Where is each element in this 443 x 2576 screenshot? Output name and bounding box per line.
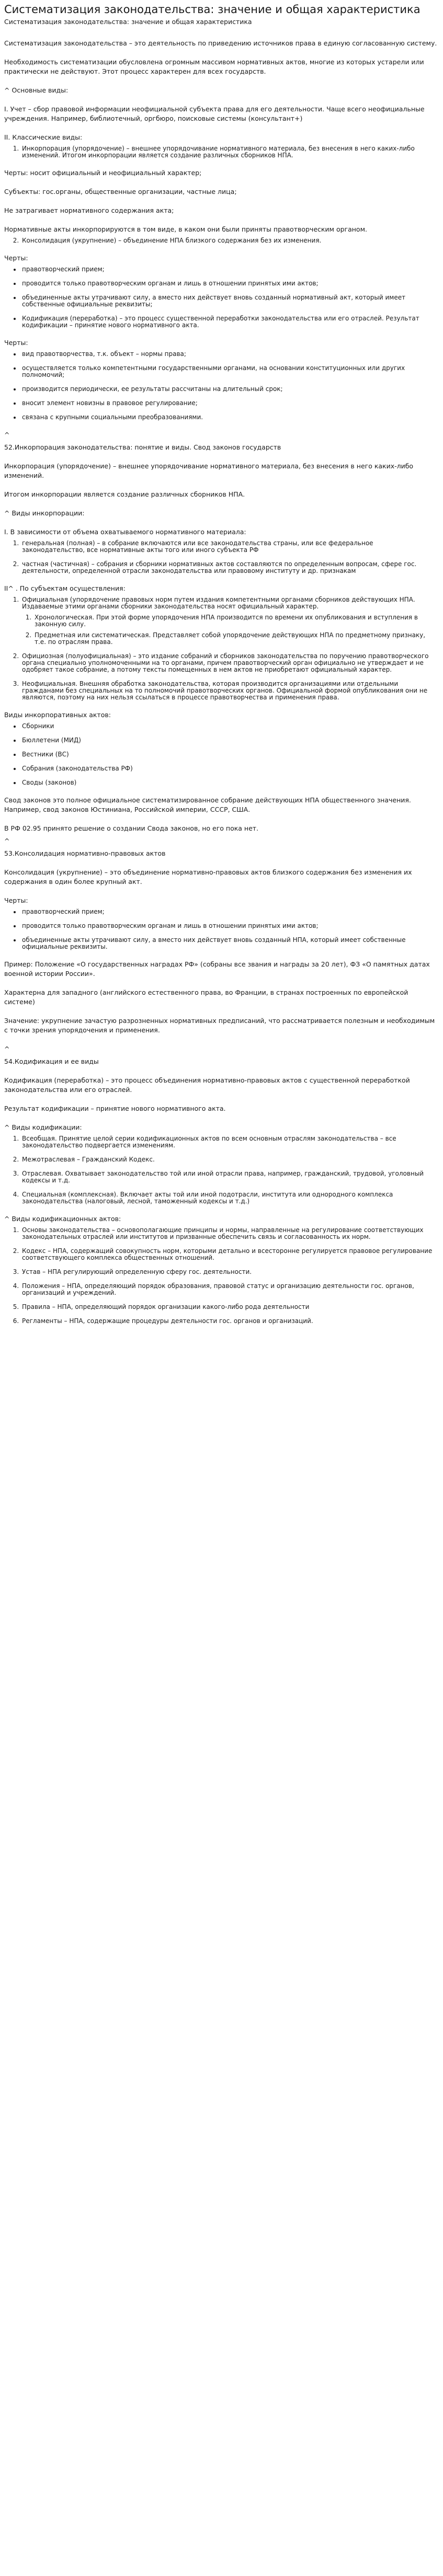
caret-marker: ^	[4, 1045, 10, 1053]
list-item: • правотворческий прием;	[21, 266, 438, 273]
official-sublist	[22, 614, 438, 646]
kind-classic: II. Классические виды:	[4, 133, 83, 141]
cons-traits-list	[4, 266, 438, 329]
section-54-heading: 54.Кодификация и ее виды	[4, 1057, 99, 1065]
list-item: • Сборники	[21, 723, 438, 730]
types-heading: Виды инкорпоративных актов:	[4, 711, 111, 719]
list-item: • Собрания (законодательства РФ)	[21, 765, 438, 772]
section-53-traits-list	[4, 908, 438, 950]
types-list	[4, 723, 438, 786]
list-item: • связана с крупными социальными преобразованиями.	[21, 414, 438, 421]
classic-list-1	[4, 145, 438, 159]
section-54-definition: Кодификация (переработка) – это процесс объединения нормативно-правовых актов с существенной переработкой законодательства или его отраслей.	[4, 1076, 410, 1094]
section-53-meaning: Значение: укрупнение зачастую разрозненных нормативных предписаний, что рассматривается полезным и необходимым с точки зрения упорядочения и применения.	[4, 1017, 435, 1034]
list-item: • производится периодически, ее результаты рассчитаны на длительный срок;	[21, 386, 438, 393]
list-item: • осуществляется только компетентными государственными органами, на основании конституционных или других полномочий;	[21, 365, 438, 378]
list-item: • Кодификация (переработка) – это процесс существенной переработки законодательства или его отраслей. Результат кодификации – принятие нового нормативного акта.	[21, 315, 438, 329]
list-item: 5. Правила – НПА, определяющий порядок организации какого-либо рода деятельности	[21, 1304, 438, 1310]
kind-accounting: I. Учет – сбор правовой информации неофициальной субъекта права для его деятельности. Чаще всего неофициальные учреждения. Например, библиотечный, оргбюро, поисковые системы (консультант+)	[4, 105, 425, 122]
list-item: 3. Неофициальная. Внешняя обработка законодательства, которая производится организациями или отдельными гражданами без специальных на то полномочий правотворческих органов. Официальной формой опубликования они не являются, поэтому на них нельзя ссылаться в процессе правотворчества и применения права.	[21, 681, 438, 701]
list-item: 2. Кодекс – НПА, содержащий совокупность норм, которыми детально и всесторонне регулируется правовое регулирование соответствующего комплекса общественных отношений.	[21, 1248, 438, 1261]
list-item: • Вестники (ВС)	[21, 751, 438, 758]
list-item: 6. Регламенты – НПА, содержащие процедуры деятельности гос. органов и организаций.	[21, 1318, 438, 1325]
caret-marker: ^	[4, 431, 10, 439]
section-54-kinds: ^ Виды кодификации:	[4, 1123, 82, 1131]
section-53-definition: Консолидация (укрупнение) – это объединение нормативно-правовых актов близкого содержания без изменения их содержания в один более крупный акт.	[4, 868, 412, 886]
list-item: 1. генеральная (полная) – в собрание включаются или все законодательства страны, или все федеральное законодательство, все нормативные акты того или иного субъекта РФ	[21, 540, 438, 554]
list-item: • объединенные акты утрачивают силу, а вместо них действует вновь созданный нормативный акт, который имеет собственные официальные реквизиты;	[21, 294, 438, 308]
inc-all: Нормативные акты инкорпорируются в том виде, в каком они были приняты правотворческим органом.	[4, 225, 367, 233]
list-item: 1. Инкорпорация (упорядочение) – внешнее упорядочивание нормативного материала, без внесения в него каких-либо изменений. Итогом инкорпорации является создание различных сборников НПА.	[21, 145, 438, 159]
section-52-kinds: ^ Виды инкорпорации:	[4, 509, 85, 517]
list-item: • Бюллетени (МИД)	[21, 737, 438, 744]
list-item: 1. Официальная (упорядочение правовых норм путем издания компетентными органами сборников действующих НПА. Издаваемые этими органами сборники законодательства носят официальный характер. 1. Хронологическая. При этой форме упорядочения НПА производится по времени их опубликования и вступления в законную силу. 2. Предметная или систематическая. Представляет собой упорядочение действующих НПА по предметному признаку, т.е. по отраслям права.	[21, 596, 438, 646]
list-item: • вид правотворчества, т.к. объект – нормы права;	[21, 351, 438, 358]
cons-traits-heading: Черты:	[4, 254, 28, 262]
classic-list-2	[4, 237, 438, 244]
list-item: 4. Специальная (комплексная). Включает акты той или иной подотрасли, института или однородного комплекса законодательства (налоговый, лесной, таможенный кодексы и т.д.)	[21, 1191, 438, 1205]
caret-marker: ^	[4, 837, 10, 845]
list-item: • проводится только правотворческим органам и лишь в отношении принятых ими актов;	[21, 923, 438, 929]
list-item: 1. Всеобщая. Принятие целой серии кодификационных актов по всем основным отраслям законодательства – все законодательство подвергается изменениям.	[21, 1135, 438, 1149]
list-item: • проводится только правотворческим органам и лишь в отношении принятых ими актов;	[21, 280, 438, 287]
list-item: • вносит элемент новизны в правовое регулирование;	[21, 400, 438, 407]
section-53-example: Пример: Положение «О государственных наградах РФ» (собраны все звания и награды за 20 лет), ФЗ «О памятных датах военной истории России».	[4, 960, 430, 978]
section-52-heading: 52.Инкорпорация законодательства: понятие и виды. Свод законов государств	[4, 443, 281, 451]
list-item: 2. Межотраслевая – Гражданский Кодекс.	[21, 1156, 438, 1163]
section-52-definition: Инкорпорация (упорядочение) – внешнее упорядочивание нормативного материала, без внесения в него каких-либо изменений.	[4, 462, 414, 479]
list-item: 3. Отраслевая. Охватывает законодательство той или иной отрасли права, например, гражданский, трудовой, уголовный кодексы и т.д.	[21, 1170, 438, 1184]
section-52-result: Итогом инкорпорации является создание различных сборников НПА.	[4, 490, 245, 498]
list-item: 1. Основы законодательства – основополагающие принципы и нормы, направленные на регулирование соответствующих законодательных отраслей или институтов и призванные обеспечить связь и согласованность их норм.	[21, 1227, 438, 1240]
list-item: 3. Устав – НПА регулирующий определенную сферу гос. деятельности.	[21, 1269, 438, 1275]
list-item: 4. Положения – НПА, определяющий порядок образования, правовой статус и организацию деятельности гос. органов, организаций и учреждений.	[21, 1283, 438, 1296]
list-item: 1. Хронологическая. При этой форме упорядочения НПА производится по времени их опубликования и вступления в законную силу.	[33, 614, 438, 628]
list-item: 2. Консолидация (укрупнение) – объединение НПА близкого содержания без их изменения.	[21, 237, 438, 244]
page-title: Систематизация законодательства: значение и общая характеристика	[4, 3, 421, 16]
list-item: 2. частная (частичная) – собрания и сборники нормативных актов составляются по определенным вопросам, сфере гос. деятельности, определенной отрасли законодательства или правовому институту и др. признакам	[21, 561, 438, 574]
main-kinds-heading: ^ Основные виды:	[4, 86, 69, 94]
cod-acts-list	[4, 1227, 438, 1325]
list-item: • объединенные акты утрачивают силу, а вместо них действует вновь созданный НПА, который имеет собственные официальные реквизиты.	[21, 937, 438, 950]
intro-definition: Систематизация законодательства – это деятельность по приведению источников права в единую согласованную систему.	[4, 39, 437, 47]
intro-necessity: Необходимость систематизации обусловлена огромным массивом нормативных актов, многие из которых устарели или практически не действуют. Этот процесс характерен для всех государств.	[4, 58, 424, 75]
list-item: 2. Официозная (полуофициальная) – это издание собраний и сборников законодательства по поручению правотворческого органа специально уполномоченными на то органами, причем правотворческий орган официально не утверждает и не одобряет такое собрание, а потому тексты помещенных в нем актов не приобретают официальный характер.	[21, 653, 438, 673]
list-item: • правотворческий прием;	[21, 908, 438, 915]
cod-traits-heading: Черты:	[4, 339, 28, 347]
list-item: • Своды (законов)	[21, 779, 438, 786]
section-53-anglo: Характерна для западного (английского естественного права, во Франции, в странах построенных по европейской системе)	[4, 988, 408, 1006]
inc-subjects: Субъекты: гос.органы, общественные организации, частные лица;	[4, 188, 237, 196]
cod-kinds-list	[4, 1135, 438, 1205]
section-53-heading: 53.Консолидация нормативно-правовых актов	[4, 849, 166, 857]
section-54-acts: ^ Виды кодификационных актов:	[4, 1215, 121, 1223]
section-54-result: Результат кодификации – принятие нового нормативного акта.	[4, 1105, 226, 1112]
svod-definition: Свод законов это полное официальное систематизированное собрание действующих НПА общественного значения. Например, свод законов Юстиниана, Российской империи, СССР, США.	[4, 796, 411, 813]
section-53-traits-heading: Черты:	[4, 896, 28, 904]
list-item: 2. Предметная или систематическая. Представляет собой упорядочение действующих НПА по предметному признаку, т.е. по отраслям права.	[33, 632, 438, 646]
page-subtitle: Систематизация законодательства: значение и общая характеристика	[4, 18, 252, 26]
inc-no-touch: Не затрагивает нормативного содержания акта;	[4, 206, 174, 214]
section-52-by-volume: I. В зависимости от объема охватываемого нормативного материала:	[4, 528, 246, 536]
cod-traits-list	[4, 351, 438, 421]
volume-list	[4, 540, 438, 574]
svod-rf: В РФ 02.95 принято решение о создании Свода законов, но его пока нет.	[4, 824, 259, 832]
inc-traits: Черты: носит официальный и неофициальный характер;	[4, 169, 202, 177]
subject-list	[4, 596, 438, 701]
section-52-by-subject: II^ . По субъектам осуществления:	[4, 584, 126, 592]
